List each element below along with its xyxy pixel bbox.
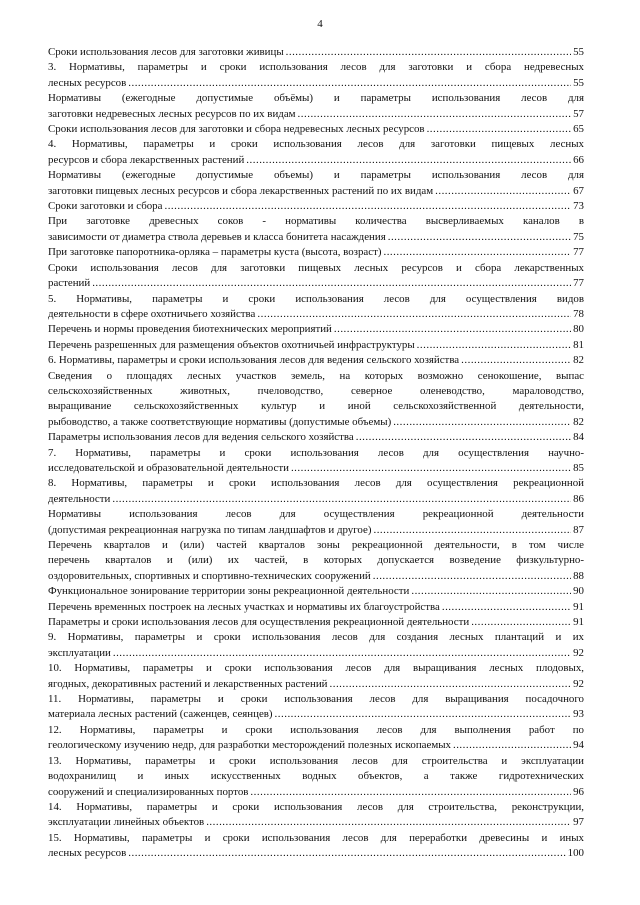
dot-leader — [373, 569, 571, 584]
toc-entry[interactable] — [48, 507, 584, 538]
toc-page-number: 73 — [573, 200, 584, 213]
toc-entry-line: 3. Нормативы, параметры и сроки использования лесов для заготовки и сбора недревесных — [48, 61, 584, 74]
toc-entry[interactable] — [48, 430, 584, 445]
toc-page-number: 82 — [573, 354, 584, 367]
toc-entry[interactable] — [48, 661, 584, 692]
toc-page-number: 84 — [573, 431, 584, 444]
toc-entry-last-line — [48, 45, 584, 60]
toc-entry-title: заготовки пищевых лесных ресурсов и сбора лекарственных растений по их видам — [48, 184, 434, 197]
dot-leader — [113, 646, 571, 661]
toc-entry-title: эксплуатации линейных объектов — [48, 816, 205, 829]
toc-entry-line: 11. Нормативы, параметры и сроки использования лесов для выращивания посадочного — [48, 693, 584, 706]
toc-entry[interactable] — [48, 60, 584, 91]
dot-leader — [442, 600, 571, 615]
toc-entry-title: Сроки заготовки и сбора — [48, 200, 163, 213]
dot-leader — [373, 523, 571, 538]
dot-leader — [334, 322, 571, 337]
toc-entry-line: 9. Нормативы, параметры и сроки использования лесов для создания лесных плантаций и их — [48, 631, 584, 644]
toc-entry[interactable] — [48, 692, 584, 723]
table-of-contents — [48, 45, 584, 862]
toc-entry-title: лесных ресурсов — [48, 847, 127, 860]
toc-entry-title: (допустимая рекреационная нагрузка по типам ландшафтов и другое) — [48, 523, 372, 536]
toc-entry[interactable] — [48, 630, 584, 661]
toc-entry-last-line — [48, 184, 584, 199]
toc-entry[interactable] — [48, 831, 584, 862]
toc-entry[interactable] — [48, 600, 584, 615]
dot-leader — [275, 707, 572, 722]
toc-entry-last-line — [48, 846, 584, 861]
toc-entry-last-line — [48, 76, 584, 91]
toc-page-number: 85 — [573, 461, 584, 474]
toc-entry-title: ягодных, декоративных растений и лекарственных растений — [48, 677, 328, 690]
toc-entry-title: оздоровительных, спортивных и спортивно-технических сооружений — [48, 569, 371, 582]
toc-entry-title: Перечень и нормы проведения биотехнических мероприятий — [48, 323, 332, 336]
toc-entry-last-line — [48, 107, 584, 122]
toc-entry-line: 14. Нормативы, параметры и сроки использования лесов для строительства, реконструкции, — [48, 800, 584, 813]
dot-leader — [112, 492, 571, 507]
toc-page-number: 55 — [573, 46, 584, 58]
toc-entry-last-line — [48, 600, 584, 615]
toc-entry-line: Нормативы использования лесов для осуществления рекреационной деятельности — [48, 508, 584, 521]
toc-entry-title: 6. Нормативы, параметры и сроки использования лесов для ведения сельского хозяйства — [48, 354, 460, 367]
toc-entry-line: выращивание сельскохозяйственных культур и иной сельскохозяйственной деятельности, — [48, 400, 584, 413]
toc-entry-line: Сроки использования лесов для заготовки пищевых лесных ресурсов и сбора лекарственных — [48, 261, 584, 274]
toc-entry-title: зависимости от диаметра ствола деревьев и класса бонитета насаждения — [48, 230, 386, 243]
toc-page-number: 90 — [573, 585, 584, 598]
dot-leader — [250, 785, 571, 800]
toc-page-number: 92 — [573, 646, 584, 659]
toc-entry[interactable] — [48, 538, 584, 584]
toc-entry-line: 4. Нормативы, параметры и сроки использования лесов для заготовки пищевых лесных — [48, 138, 584, 151]
dot-leader — [417, 338, 571, 353]
toc-entry[interactable] — [48, 584, 584, 599]
dot-leader — [291, 461, 571, 476]
toc-entry-title: заготовки недревесных лесных ресурсов по их видам — [48, 107, 296, 120]
toc-page-number: 78 — [573, 307, 584, 320]
toc-entry-last-line — [48, 492, 584, 507]
toc-entry[interactable] — [48, 615, 584, 630]
toc-page-number: 94 — [573, 739, 584, 752]
toc-page-number: 82 — [573, 415, 584, 428]
dot-leader — [286, 45, 571, 60]
toc-entry-last-line — [48, 245, 584, 260]
toc-entry[interactable] — [48, 754, 584, 800]
toc-entry-last-line — [48, 569, 584, 584]
toc-entry-title: Параметры и сроки использования лесов для осуществления рекреационной деятельности — [48, 616, 470, 629]
toc-entry-last-line — [48, 677, 584, 692]
toc-entry-line: водохранилищ и иных искусственных водных объектов, а также гидротехнических — [48, 770, 584, 783]
toc-entry-title: сооружений и специализированных портов — [48, 785, 249, 798]
toc-page-number: 75 — [573, 230, 584, 243]
dot-leader — [393, 415, 571, 430]
toc-entry[interactable] — [48, 245, 584, 260]
dot-leader — [92, 276, 571, 291]
toc-entry-last-line — [48, 122, 584, 137]
toc-entry[interactable] — [48, 292, 584, 323]
toc-entry-last-line — [48, 338, 584, 353]
toc-entry-last-line — [48, 153, 584, 168]
toc-entry-last-line — [48, 584, 584, 599]
dot-leader — [388, 230, 571, 245]
toc-entry-last-line — [48, 199, 584, 214]
toc-entry-last-line — [48, 415, 584, 430]
toc-entry-title: При заготовке папоротника-орляка – параметры куста (высота, возраст) — [48, 246, 382, 259]
toc-entry-title: исследовательской и образовательной деятельности — [48, 461, 289, 474]
toc-page-number: 91 — [573, 616, 584, 629]
toc-entry-title: растений — [48, 277, 91, 290]
toc-entry-line: 8. Нормативы, параметры и сроки использования лесов для осуществления рекреационной — [48, 477, 584, 490]
dot-leader — [246, 153, 571, 168]
toc-entry-last-line — [48, 646, 584, 661]
toc-entry-last-line — [48, 785, 584, 800]
toc-entry-line: Перечень кварталов и (или) частей кварталов зоны рекреационной деятельности, в том числе — [48, 539, 584, 551]
toc-entry-last-line — [48, 523, 584, 538]
toc-entry[interactable] — [48, 45, 584, 60]
dot-leader — [427, 122, 572, 137]
toc-entry-line: 7. Нормативы, параметры и сроки использования лесов для осуществления научно- — [48, 446, 584, 459]
dot-leader — [330, 677, 572, 692]
dot-leader — [383, 245, 571, 260]
dot-leader — [257, 307, 571, 322]
dot-leader — [128, 846, 565, 861]
toc-entry-line: 12. Нормативы, параметры и сроки использования лесов для выполнения работ по — [48, 723, 584, 736]
toc-entry-line: 5. Нормативы, параметры и сроки использования лесов для осуществления видов — [48, 292, 584, 305]
toc-entry-title: Функциональное зонирование территории зоны рекреационной деятельности — [48, 585, 410, 598]
dot-leader — [411, 584, 571, 599]
toc-entry-title: Параметры использования лесов для ведения сельского хозяйства — [48, 431, 354, 444]
toc-page-number: 87 — [573, 523, 584, 536]
dot-leader — [164, 199, 571, 214]
toc-entry-line: При заготовке древесных соков - нормативы количества высверливаемых каналов в — [48, 215, 584, 228]
toc-entry-last-line — [48, 430, 584, 445]
toc-entry[interactable] — [48, 800, 584, 831]
toc-entry-title: Перечень разрешенных для размещения объектов охотничьей инфраструктуры — [48, 338, 415, 351]
toc-entry[interactable] — [48, 446, 584, 477]
toc-entry[interactable] — [48, 723, 584, 754]
toc-page-number: 77 — [573, 277, 584, 290]
toc-entry[interactable] — [48, 369, 584, 431]
toc-entry[interactable] — [48, 476, 584, 507]
toc-entry[interactable] — [48, 353, 584, 368]
toc-entry-title: материала лесных растений (саженцев, сеянцев) — [48, 708, 273, 721]
toc-page-number: 55 — [573, 76, 584, 89]
toc-entry-line: 13. Нормативы, параметры и сроки использования лесов для строительства и эксплуатации — [48, 754, 584, 767]
page-number: 4 — [317, 18, 323, 30]
dot-leader — [128, 76, 571, 91]
toc-entry-title: деятельности в сфере охотничьего хозяйства — [48, 307, 256, 320]
toc-entry[interactable] — [48, 91, 584, 122]
dot-leader — [298, 107, 572, 122]
toc-entry-title: Перечень временных построек на лесных участках и нормативы их благоустройства — [48, 600, 440, 613]
dot-leader — [356, 430, 571, 445]
toc-page-number: 81 — [573, 338, 584, 351]
toc-page-number: 77 — [573, 246, 584, 259]
toc-page-number: 100 — [567, 847, 584, 860]
toc-page-number: 57 — [573, 107, 584, 120]
toc-entry-last-line — [48, 461, 584, 476]
toc-entry-title: геологическому изучению недр, для разработки месторождений полезных ископаемых — [48, 739, 451, 752]
toc-page-number: 97 — [573, 816, 584, 829]
toc-entry-title: ресурсов и сбора лекарственных растений — [48, 153, 245, 166]
toc-page-number: 65 — [573, 123, 584, 136]
dot-leader — [206, 815, 571, 830]
toc-entry-title: деятельности — [48, 492, 111, 505]
dot-leader — [453, 738, 571, 753]
toc-entry[interactable] — [48, 122, 584, 137]
toc-entry-line: Нормативы (ежегодные допустимые объемы) и параметры использования лесов для — [48, 169, 584, 182]
toc-entry-line: Нормативы (ежегодные допустимые объёмы) и параметры использования лесов для — [48, 92, 584, 105]
toc-entry-line: 10. Нормативы, параметры и сроки использования лесов для выращивания лесных плодовых, — [48, 662, 584, 675]
toc-page-number: 88 — [573, 569, 584, 582]
toc-entry[interactable] — [48, 338, 584, 353]
toc-entry[interactable] — [48, 168, 584, 199]
toc-page-number: 91 — [573, 600, 584, 613]
toc-page-number: 66 — [573, 153, 584, 166]
toc-page-number: 92 — [573, 677, 584, 690]
toc-entry-title: Сроки использования лесов для заготовки живицы — [48, 46, 284, 58]
toc-entry-last-line — [48, 738, 584, 753]
toc-entry-line: перечень кварталов и (или) их частей, в которых допускается возведение физкультурно- — [48, 554, 584, 567]
toc-page-number: 93 — [573, 708, 584, 721]
toc-entry-title: эксплуатации — [48, 646, 111, 659]
toc-entry-last-line — [48, 230, 584, 245]
toc-entry-last-line — [48, 276, 584, 291]
dot-leader — [435, 184, 571, 199]
toc-page-number: 96 — [573, 785, 584, 798]
toc-entry[interactable] — [48, 261, 584, 292]
toc-entry-last-line — [48, 353, 584, 368]
toc-entry-last-line — [48, 815, 584, 830]
toc-entry-title: лесных ресурсов — [48, 76, 127, 89]
toc-entry[interactable] — [48, 137, 584, 168]
toc-page-number: 67 — [573, 184, 584, 197]
toc-entry-line: сельскохозяйственных животных, пчеловодство, северное оленеводство, мараловодство, — [48, 384, 584, 397]
toc-entry-title: рыбоводство, а также соответствующие нормативы (допустимые объемы) — [48, 415, 392, 428]
toc-entry-last-line — [48, 615, 584, 630]
toc-entry-last-line — [48, 307, 584, 322]
toc-entry[interactable] — [48, 214, 584, 245]
toc-entry[interactable] — [48, 199, 584, 214]
dot-leader — [461, 353, 571, 368]
toc-entry-last-line — [48, 707, 584, 722]
toc-entry-line: Сведения о площадях лесных участков земель, на которых возможно сенокошение, выпас — [48, 369, 584, 382]
toc-page-number: 80 — [573, 323, 584, 336]
toc-page-number: 86 — [573, 492, 584, 505]
toc-entry-title: Сроки использования лесов для заготовки и сбора недревесных лесных ресурсов — [48, 123, 425, 136]
dot-leader — [471, 615, 571, 630]
toc-entry-last-line — [48, 322, 584, 337]
toc-entry-line: 15. Нормативы, параметры и сроки использования лесов для переработки древесины и иных — [48, 831, 584, 844]
toc-entry[interactable] — [48, 322, 584, 337]
